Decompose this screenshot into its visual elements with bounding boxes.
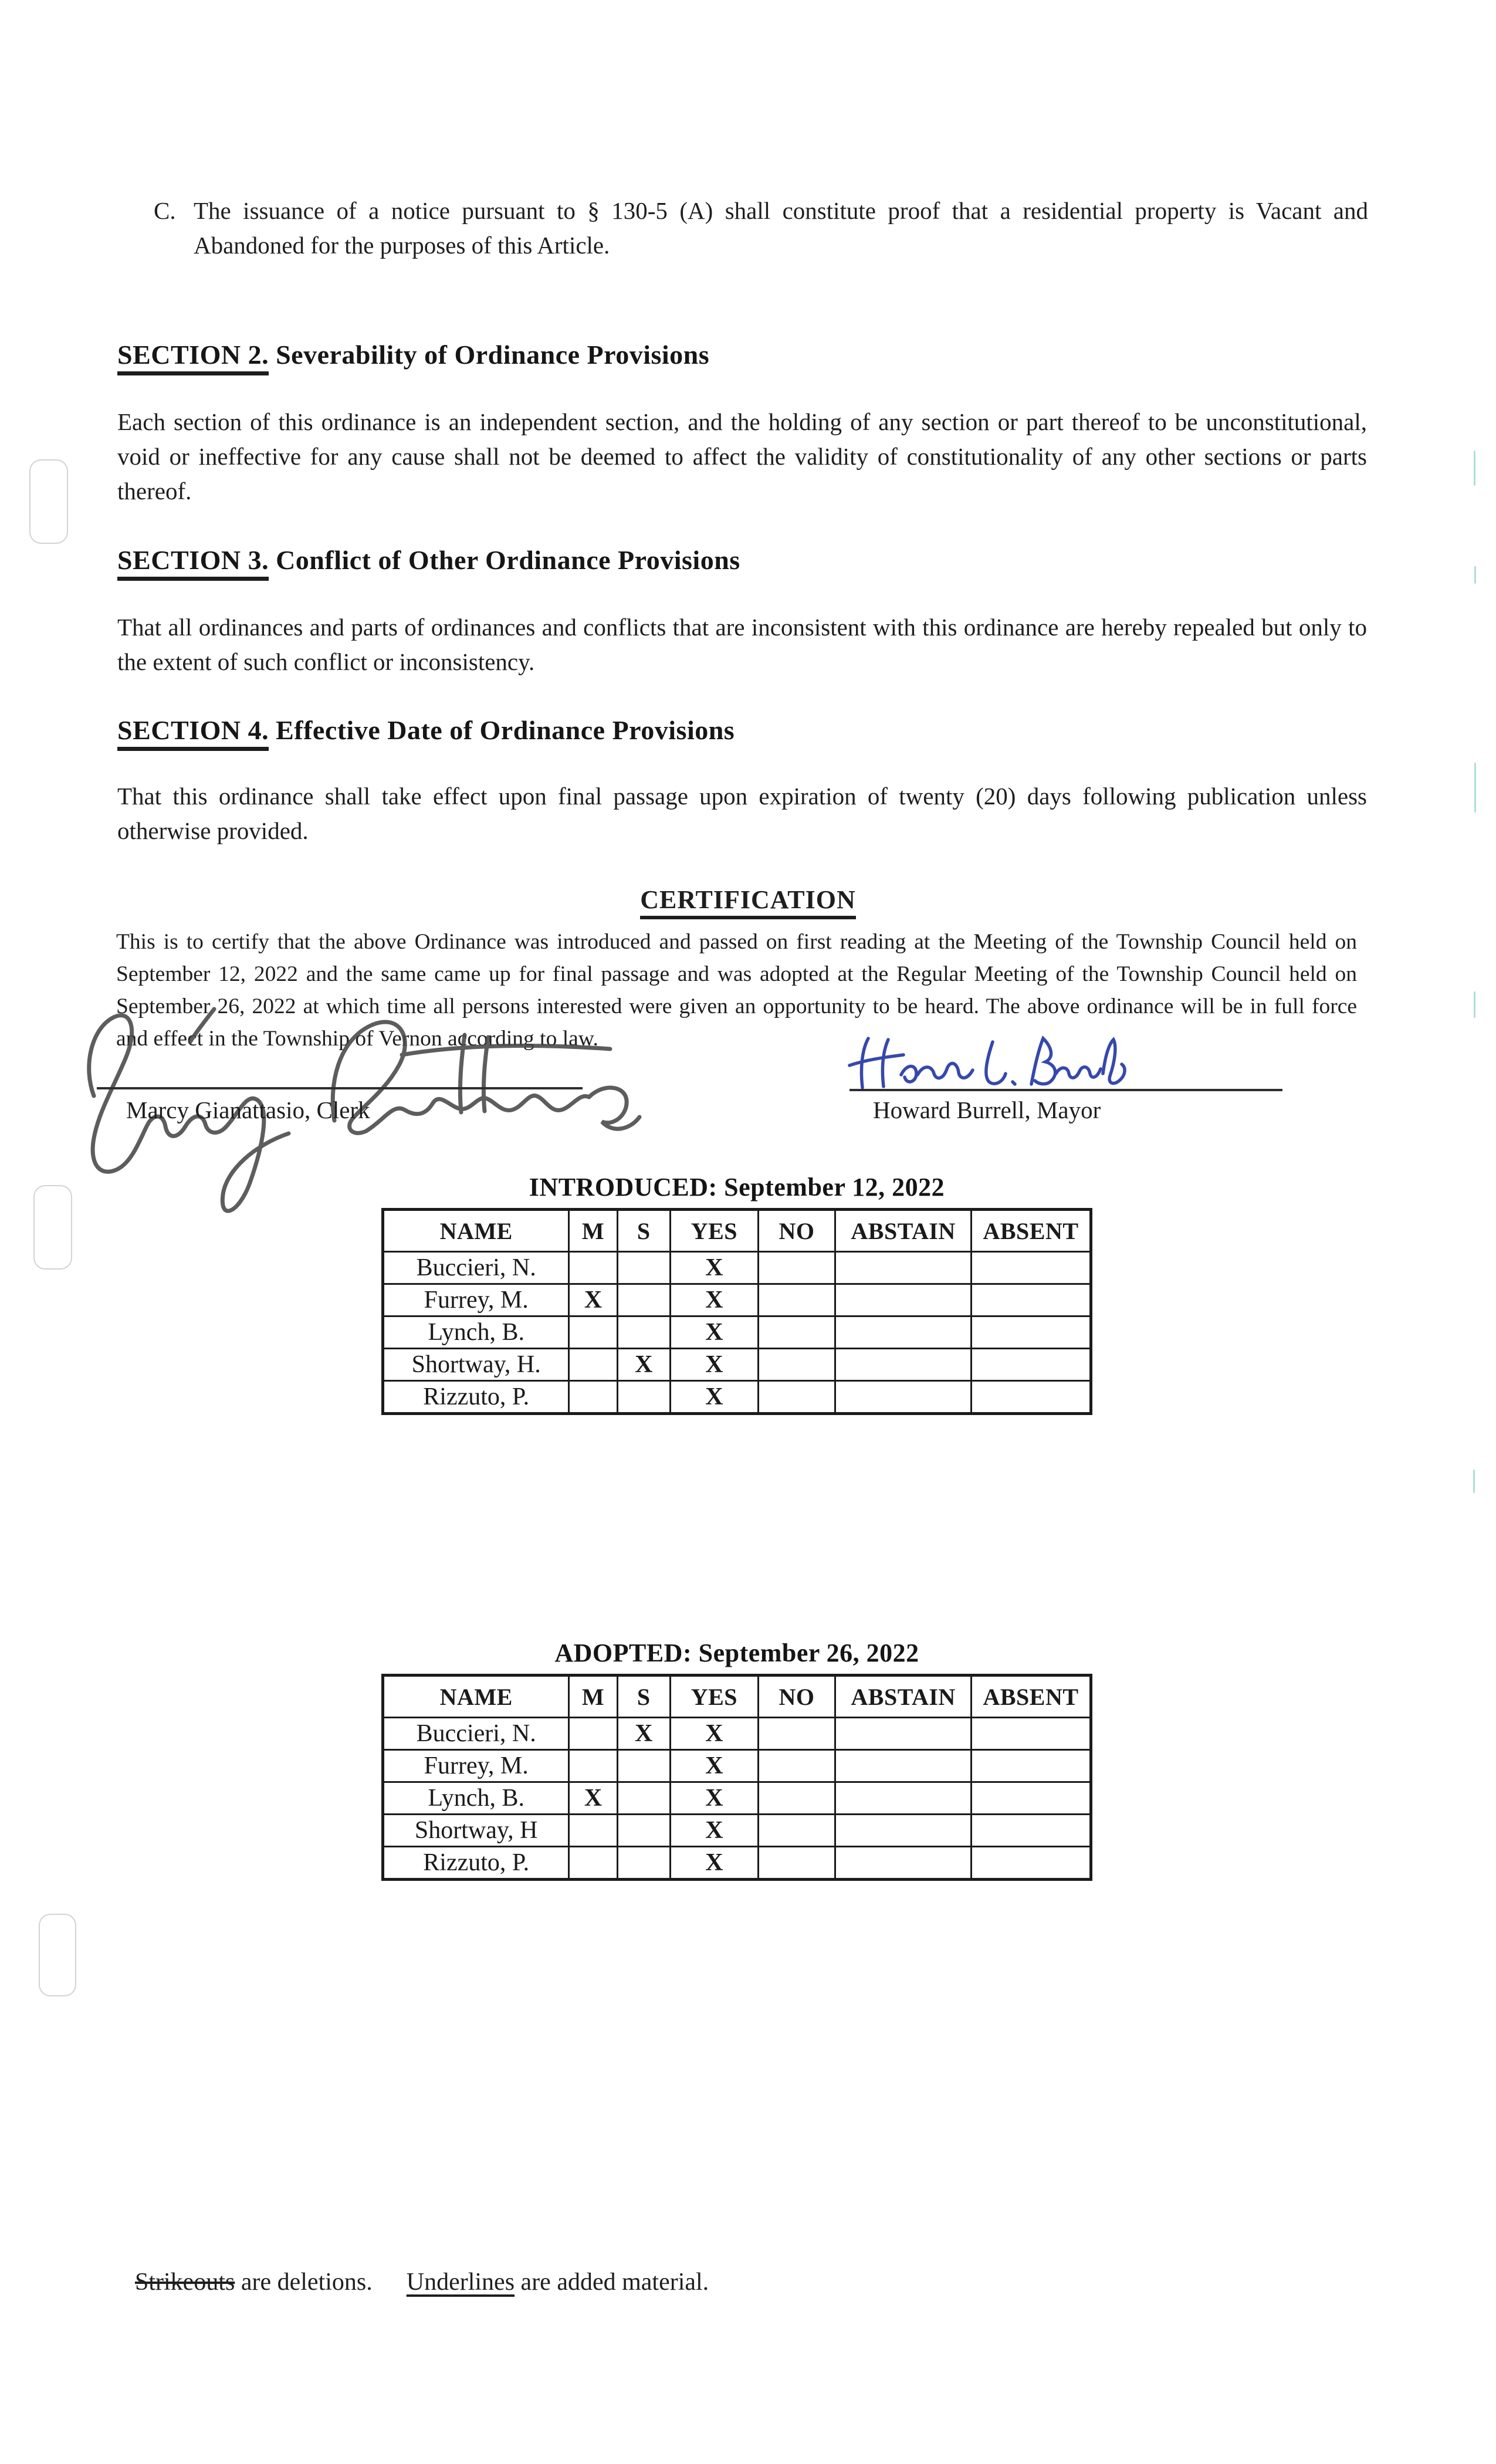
section-4-number: SECTION 4.	[117, 715, 269, 751]
vote-mark: X	[671, 1381, 759, 1414]
vote-mark	[569, 1750, 617, 1782]
vote-mark	[835, 1381, 972, 1414]
vote-mark	[971, 1750, 1091, 1782]
scan-artifact-tick	[1474, 763, 1476, 813]
vote-mark: X	[671, 1815, 759, 1847]
member-name: Lynch, B.	[383, 1316, 569, 1349]
vote-mark	[971, 1782, 1091, 1815]
header-row	[383, 1676, 1091, 1718]
table-row	[383, 1718, 1091, 1750]
vote-mark	[758, 1316, 835, 1349]
vote-mark	[617, 1316, 671, 1349]
vote-mark	[971, 1316, 1091, 1349]
footnote-additions-text: are added material.	[515, 2269, 709, 2296]
member-name: Buccieri, N.	[383, 1252, 569, 1284]
footnote-deletions-text: are deletions.	[235, 2269, 373, 2296]
vote-mark	[758, 1381, 835, 1414]
section-2-title: Severability of Ordinance Provisions	[269, 340, 710, 370]
introduced-table-title: INTRODUCED: September 12, 2022	[529, 1173, 945, 1201]
section-3-heading	[117, 544, 740, 576]
clerk-name-label: Marcy Gianattasio, Clerk	[126, 1096, 370, 1123]
member-name: Shortway, H.	[383, 1349, 569, 1381]
scan-artifact-punch	[29, 459, 68, 544]
vote-mark	[971, 1815, 1091, 1847]
column-header: S	[617, 1210, 671, 1252]
vote-mark: X	[671, 1847, 759, 1880]
column-header: NAME	[383, 1210, 569, 1252]
table-row	[383, 1316, 1091, 1349]
section-4-heading	[117, 715, 735, 746]
clause-c-label: C.	[154, 197, 176, 224]
vote-mark	[971, 1847, 1091, 1880]
section-4-title: Effective Date of Ordinance Provisions	[269, 715, 735, 745]
member-name: Shortway, H	[383, 1815, 569, 1847]
clerk-signature-line	[97, 1087, 583, 1089]
column-header: M	[569, 1676, 617, 1718]
vote-mark	[569, 1316, 617, 1349]
member-name: Lynch, B.	[383, 1782, 569, 1815]
column-header: ABSTAIN	[835, 1676, 972, 1718]
adopted-vote-block	[381, 1638, 1092, 1881]
member-name: Buccieri, N.	[383, 1718, 569, 1750]
section-2-heading	[117, 339, 709, 370]
column-header: ABSTAIN	[835, 1210, 972, 1252]
scan-artifact-tick	[1474, 991, 1475, 1018]
vote-mark	[569, 1815, 617, 1847]
vote-mark	[971, 1284, 1091, 1316]
column-header: ABSENT	[971, 1676, 1091, 1718]
section-2-body: Each section of this ordinance is an independent section, and the holding of any section or part thereof to be unconstitutional, void or ineffective for any cause shall not be deemed to affect the validity of constitutionality of any other sections or parts thereof.	[117, 408, 1367, 505]
vote-mark	[758, 1284, 835, 1316]
table-row	[383, 1750, 1091, 1782]
vote-mark	[569, 1349, 617, 1381]
column-header: ABSENT	[971, 1210, 1091, 1252]
member-name: Rizzuto, P.	[383, 1381, 569, 1414]
vote-mark	[617, 1284, 671, 1316]
scan-artifact-tick	[1474, 566, 1476, 584]
vote-mark	[835, 1815, 972, 1847]
certification-body: This is to certify that the above Ordinance was introduced and passed on first reading at the Meeting of the Township Council held on September 12, 2022 and the same came up for final passage and was adopted at the Regular Meeting of the Township Council held on September 26, 2022 at which time all persons interested were given an opportunity to be heard. The above ordinance will be in full force and effect in the Township of Vernon according to law.	[116, 930, 1357, 1051]
table-row	[383, 1349, 1091, 1381]
table-row	[383, 1284, 1091, 1316]
mayor-signature-line	[849, 1089, 1282, 1091]
section-2-number: SECTION 2.	[117, 340, 269, 375]
vote-mark	[971, 1349, 1091, 1381]
section-4-body: That this ordinance shall take effect upon final passage upon expiration of twenty (20) days following publication unless otherwise provided.	[117, 783, 1367, 844]
vote-mark: X	[569, 1284, 617, 1316]
member-name: Rizzuto, P.	[383, 1847, 569, 1880]
vote-mark	[758, 1349, 835, 1381]
adopted-table-title: ADOPTED: September 26, 2022	[554, 1639, 919, 1667]
vote-mark	[758, 1252, 835, 1284]
clause-c	[154, 194, 1368, 263]
table-row	[383, 1252, 1091, 1284]
vote-mark: X	[671, 1316, 759, 1349]
vote-mark: X	[617, 1718, 671, 1750]
vote-mark: X	[617, 1349, 671, 1381]
vote-mark	[569, 1252, 617, 1284]
vote-mark: X	[569, 1782, 617, 1815]
vote-mark	[758, 1847, 835, 1880]
column-header: YES	[671, 1676, 759, 1718]
vote-mark	[569, 1718, 617, 1750]
column-header: NAME	[383, 1676, 569, 1718]
column-header: NO	[758, 1676, 835, 1718]
vote-mark	[835, 1316, 972, 1349]
footnote-underlines-word: Underlines	[406, 2269, 515, 2296]
vote-mark: X	[671, 1718, 759, 1750]
vote-mark	[835, 1847, 972, 1880]
scan-artifact-punch	[33, 1185, 72, 1270]
vote-mark	[835, 1782, 972, 1815]
vote-mark: X	[671, 1349, 759, 1381]
footnote	[135, 2268, 709, 2296]
vote-mark	[835, 1252, 972, 1284]
vote-mark	[971, 1718, 1091, 1750]
introduced-vote-table	[381, 1208, 1092, 1415]
clause-c-text: The issuance of a notice pursuant to § 130-5 (A) shall constitute proof that a residential property is Vacant and Abandoned for the purposes of this Article.	[194, 197, 1368, 259]
vote-mark: X	[671, 1252, 759, 1284]
member-name: Furrey, M.	[383, 1284, 569, 1316]
vote-mark	[569, 1847, 617, 1880]
vote-mark: X	[671, 1750, 759, 1782]
vote-mark	[569, 1381, 617, 1414]
section-3-title: Conflict of Other Ordinance Provisions	[269, 545, 740, 575]
scan-artifact-punch	[39, 1914, 76, 1996]
vote-mark	[835, 1284, 972, 1316]
vote-mark: X	[671, 1782, 759, 1815]
vote-mark	[835, 1718, 972, 1750]
introduced-vote-block	[381, 1172, 1092, 1415]
vote-mark	[971, 1252, 1091, 1284]
vote-mark	[617, 1750, 671, 1782]
vote-mark	[617, 1252, 671, 1284]
vote-mark	[835, 1349, 972, 1381]
vote-mark: X	[671, 1284, 759, 1316]
column-header: S	[617, 1676, 671, 1718]
section-3-number: SECTION 3.	[117, 545, 269, 581]
vote-mark	[758, 1782, 835, 1815]
table-row	[383, 1782, 1091, 1815]
member-name: Furrey, M.	[383, 1750, 569, 1782]
scan-artifact-tick	[1473, 1470, 1475, 1493]
vote-mark	[758, 1718, 835, 1750]
scan-artifact-tick	[1474, 451, 1475, 486]
vote-mark	[617, 1381, 671, 1414]
vote-mark	[758, 1750, 835, 1782]
table-row	[383, 1815, 1091, 1847]
table-row	[383, 1381, 1091, 1414]
vote-mark	[971, 1381, 1091, 1414]
mayor-name-label: Howard Burrell, Mayor	[873, 1096, 1101, 1123]
section-3-body: That all ordinances and parts of ordinances and conflicts that are inconsistent with this ordinance are hereby repealed but only to the extent of such conflict or inconsistency.	[117, 614, 1367, 675]
header-row	[383, 1210, 1091, 1252]
vote-mark	[758, 1815, 835, 1847]
certification-heading: CERTIFICATION	[0, 885, 1496, 915]
column-header: NO	[758, 1210, 835, 1252]
vote-mark	[617, 1782, 671, 1815]
footnote-strikeouts-word: Strikeouts	[135, 2269, 235, 2296]
vote-mark	[835, 1750, 972, 1782]
column-header: YES	[671, 1210, 759, 1252]
column-header: M	[569, 1210, 617, 1252]
vote-mark	[617, 1815, 671, 1847]
table-row	[383, 1847, 1091, 1880]
adopted-vote-table	[381, 1674, 1092, 1881]
vote-mark	[617, 1847, 671, 1880]
